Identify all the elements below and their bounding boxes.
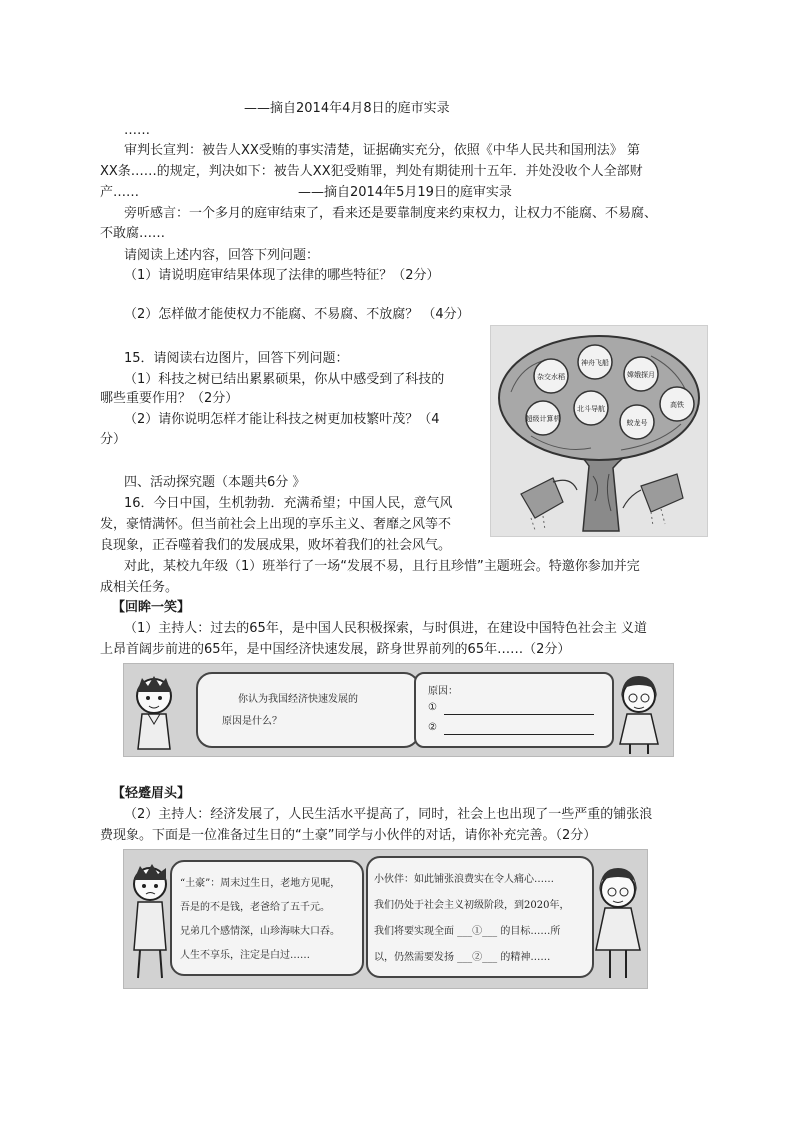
question-line-1: 你认为我国经济快速发展的 [238,694,358,705]
science-tree-illustration [490,325,708,537]
rich-kid-line-2: 吾是的不是钱，老爸给了五千元。 [180,902,330,913]
question-line-2: 原因是什么？ [222,716,282,727]
friend-line-3[interactable]: 我们将要实现全面 ___①___ 的目标……所 [374,926,561,937]
tree-apple-label: 神舟飞船 [581,359,609,367]
part1-heading: 【回眸一笑】 [112,600,191,615]
comic-strip-2 [123,849,648,989]
ellipsis: …… [124,123,150,138]
answer-blank-1[interactable]: ① [428,702,437,713]
judgment-line-2: XX条……的规定，判决如下：被告人XX犯受贿罪，判处有期徒刑十五年．并处没收个人全部财 [100,164,643,179]
part2-heading: 【轻蹙眉头】 [112,786,191,801]
activity-para-2: 成相关任务。 [100,580,179,595]
source-note-1: ——摘自2014年4月8日的庭市实录 [244,101,450,116]
part2-line-2: 费现象。下面是一位准备过生日的“土豪”同学与小伙伴的对话，请你补充完善。（2分） [100,828,597,843]
q15-question-2a: （2）请你说明怎样才能让科技之树更加枝繁叶茂？（4 [124,412,440,427]
answer-blank-2[interactable]: ② [428,722,437,733]
friend-bubble [366,856,594,978]
q15-question-2b: 分） [100,432,127,447]
tree-apple-label: 嫦娥探月 [627,371,655,379]
answer-bubble [414,672,614,748]
q14-intro: 请阅读上述内容，回答下列问题： [124,248,320,263]
rich-kid-line-1: “土豪”：周末过生日，老地方见呢， [180,878,341,889]
friend-line-1: 小伙伴：如此铺张浪费实在令人痛心…… [374,874,554,885]
q15-title: 15．请阅读右边图片，回答下列问题： [124,351,349,366]
tree-apple-label: 杂交水稻 [537,373,565,381]
question-bubble [196,672,420,748]
audience-line-1: 旁听感言：一个多月的庭审结束了，看来还是要靠制度来约束权力，让权力不能腐、不易腐、 [124,206,658,221]
q16-line-3: 良现象，正吞噬着我们的发展成果，败坏着我们的社会风气。 [100,538,452,553]
tree-apple-label: 蛟龙号 [626,419,648,427]
rich-kid-line-4: 人生不享乐，注定是白过…… [180,950,310,961]
judgment-line-1: 审判长宣判：被告人XX受贿的事实清楚，证据确实充分，依照《中华人民共和国刑法》 第 [124,143,640,158]
q15-question-1b: 哪些重要作用？（2分） [100,391,239,406]
audience-line-2: 不敢腐…… [100,226,166,241]
answer-label: 原因： [428,686,458,697]
source-note-2: ——摘自2014年5月19日的庭审实录 [298,185,512,200]
section4-title: 四、活动探究题（本题共6分 》 [124,475,306,490]
judgment-line-3: 产…… [100,185,140,200]
q14-question-1: （1）请说明庭审结果体现了法律的哪些特征？（2分） [124,268,440,283]
q15-question-1a: （1）科技之树已结出累累硕果，你从中感受到了科技的 [124,372,445,387]
rich-kid-line-3: 兄弟几个感情深，山珍海味大口吞。 [180,926,340,937]
tree-apple-label: 北斗导航 [577,405,605,413]
q16-line-2: 发，豪情满怀。但当前社会上出现的享乐主义、奢靡之风等不 [100,517,452,532]
part2-line-1: （2）主持人：经济发展了，人民生活水平提高了，同时，社会上也出现了一些严重的铺张浪 [124,807,653,822]
q16-line-1: 16．今日中国，生机勃勃．充满希望；中国人民，意气风 [124,496,453,511]
tree-apple-label: 超级计算机 [525,415,561,423]
answer-line-2 [444,734,594,735]
part1-line-1: （1）主持人：过去的65年，是中国人民积极探索，与时俱进，在建设中国特色社会主 义道 [124,621,647,636]
activity-para-1: 对此，某校九年级（1）班举行了一场“发展不易，且行且珍惜”主题班会。特邀你参加并完 [124,559,640,574]
friend-line-2: 我们仍处于社会主义初级阶段，到2020年， [374,900,570,911]
comic-strip-1 [123,663,674,757]
tree-apple-label: 高铁 [670,401,684,409]
part1-line-2: 上昂首阔步前进的65年，是中国经济快速发展，跻身世界前列的65年……（2分） [100,642,571,657]
q14-question-2: （2）怎样做才能使权力不能腐、不易腐、不放腐？ （4分） [124,307,470,322]
friend-line-4[interactable]: 以，仍然需要发扬 ___②___ 的精神…… [374,952,551,963]
tree-drawing [491,326,707,536]
rich-kid-bubble [170,860,364,976]
answer-line-1 [444,714,594,715]
